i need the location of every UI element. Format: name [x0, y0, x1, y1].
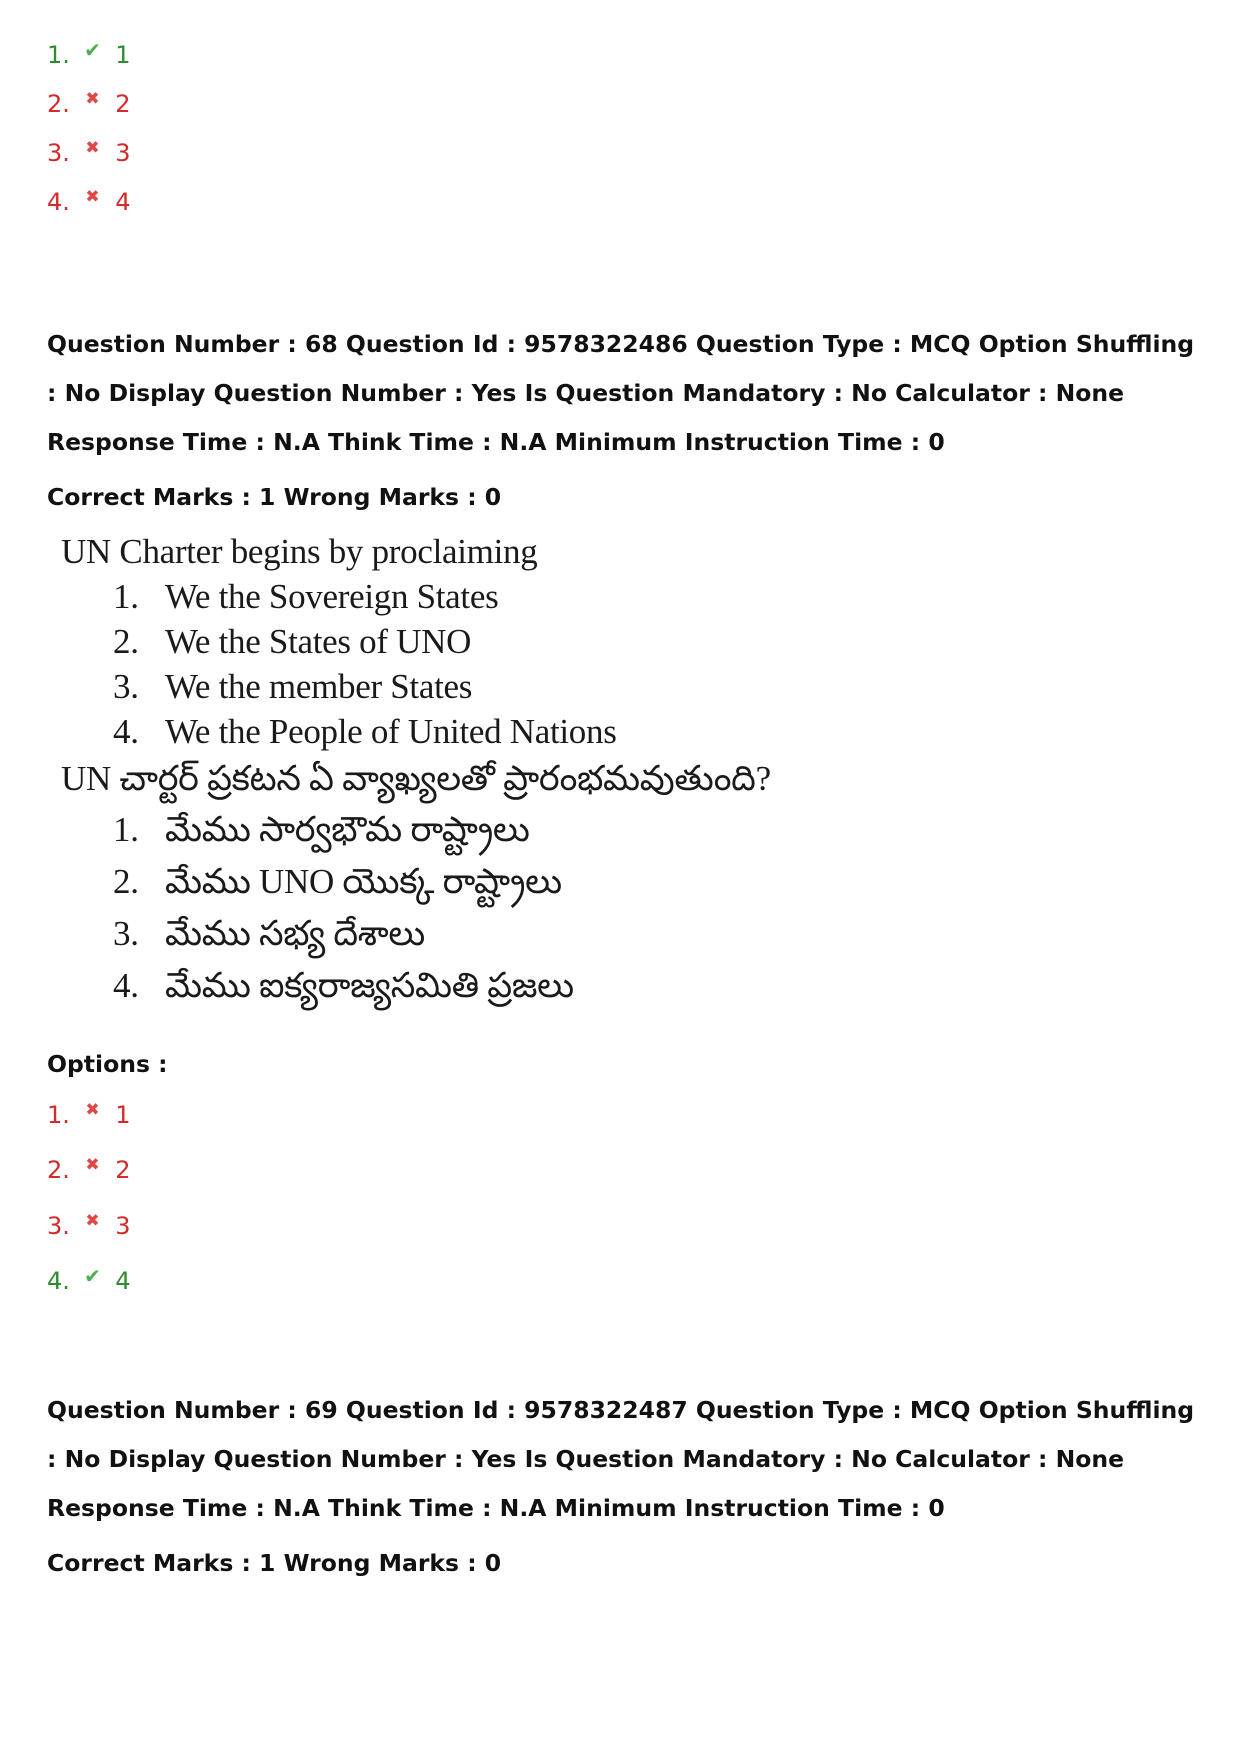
question-stem-english: UN Charter begins by proclaiming — [61, 532, 538, 571]
q68-option-4 — [47, 1264, 130, 1298]
option-value: 4 — [115, 1267, 131, 1295]
telugu-item-number: 2. — [113, 862, 139, 901]
prev-option-4 — [47, 185, 130, 219]
prev-option-2 — [47, 87, 130, 121]
telugu-item-4 — [61, 960, 941, 1012]
option-number: 3. — [47, 139, 70, 167]
option-value: 1 — [115, 41, 131, 69]
cross-icon: ✖ — [85, 1211, 100, 1231]
stem-item-number: 1. — [113, 577, 139, 616]
check-icon: ✔ — [84, 38, 101, 62]
stem-item-2 — [61, 619, 941, 664]
telugu-item-text: మేము ఐక్యరాజ్యసమితి ప్రజలు — [165, 966, 574, 1005]
option-number: 1. — [47, 1101, 70, 1129]
telugu-item-3 — [61, 908, 941, 960]
option-value: 2 — [115, 1156, 131, 1184]
stem-item-number: 2. — [113, 622, 139, 661]
telugu-item-number: 1. — [113, 810, 139, 849]
option-value: 2 — [115, 90, 131, 118]
option-number: 3. — [47, 1212, 70, 1240]
stem-item-text: We the member States — [165, 667, 473, 706]
option-number: 4. — [47, 1267, 70, 1295]
cross-icon: ✖ — [85, 138, 100, 158]
question-69-meta: Question Number : 69 Question Id : 9578322487 Question Type : MCQ Option Shuffling : No Display Question Number : Yes Is Question Mandatory : No Calculator : None Response Time : N.A Think Time : N.A Minimum Instruction Time : 0 — [47, 1396, 1195, 1522]
option-number: 4. — [47, 188, 70, 216]
option-number: 1. — [47, 41, 70, 69]
prev-option-1 — [47, 38, 130, 72]
stem-item-number: 3. — [113, 667, 139, 706]
cross-icon: ✖ — [85, 1155, 100, 1175]
cross-icon: ✖ — [85, 89, 100, 109]
option-value: 4 — [115, 188, 131, 216]
telugu-item-number: 3. — [113, 914, 139, 953]
option-value: 3 — [115, 1212, 131, 1240]
telugu-item-1 — [61, 804, 941, 856]
stem-item-4 — [61, 709, 941, 754]
stem-item-text: We the Sovereign States — [165, 577, 499, 616]
question-69-marks: Correct Marks : 1 Wrong Marks : 0 — [47, 1549, 502, 1577]
check-icon: ✔ — [84, 1264, 101, 1288]
stem-item-3 — [61, 664, 941, 709]
q68-option-3 — [47, 1209, 130, 1243]
question-68-marks: Correct Marks : 1 Wrong Marks : 0 — [47, 483, 502, 511]
telugu-item-number: 4. — [113, 966, 139, 1005]
telugu-item-2 — [61, 856, 941, 908]
telugu-item-text: మేము సార్వభౌమ రాష్ట్రాలు — [165, 810, 530, 849]
question-68-meta: Question Number : 68 Question Id : 9578322486 Question Type : MCQ Option Shuffling : No Display Question Number : Yes Is Question Mandatory : No Calculator : None Response Time : N.A Think Time : N.A Minimum Instruction Time : 0 — [47, 330, 1195, 456]
stem-item-text: We the People of United Nations — [165, 712, 617, 751]
q68-option-1 — [47, 1098, 130, 1132]
cross-icon: ✖ — [85, 187, 100, 207]
q68-option-2 — [47, 1153, 130, 1187]
option-number: 2. — [47, 90, 70, 118]
options-label: Options : — [47, 1050, 168, 1078]
stem-item-1 — [61, 574, 941, 619]
telugu-item-text: మేము UNO యొక్క రాష్ట్రాలు — [165, 862, 562, 901]
option-value: 3 — [115, 139, 131, 167]
stem-item-number: 4. — [113, 712, 139, 751]
question-stem-telugu: UN చార్టర్ ప్రకటన ఏ వ్యాఖ్యలతో ప్రారంభమవుతుంది? — [61, 759, 771, 798]
option-value: 1 — [115, 1101, 131, 1129]
cross-icon: ✖ — [85, 1100, 100, 1120]
question-68-content — [61, 530, 941, 1012]
telugu-item-text: మేము సభ్య దేశాలు — [165, 914, 425, 953]
prev-option-3 — [47, 136, 130, 170]
option-number: 2. — [47, 1156, 70, 1184]
stem-item-text: We the States of UNO — [165, 622, 472, 661]
